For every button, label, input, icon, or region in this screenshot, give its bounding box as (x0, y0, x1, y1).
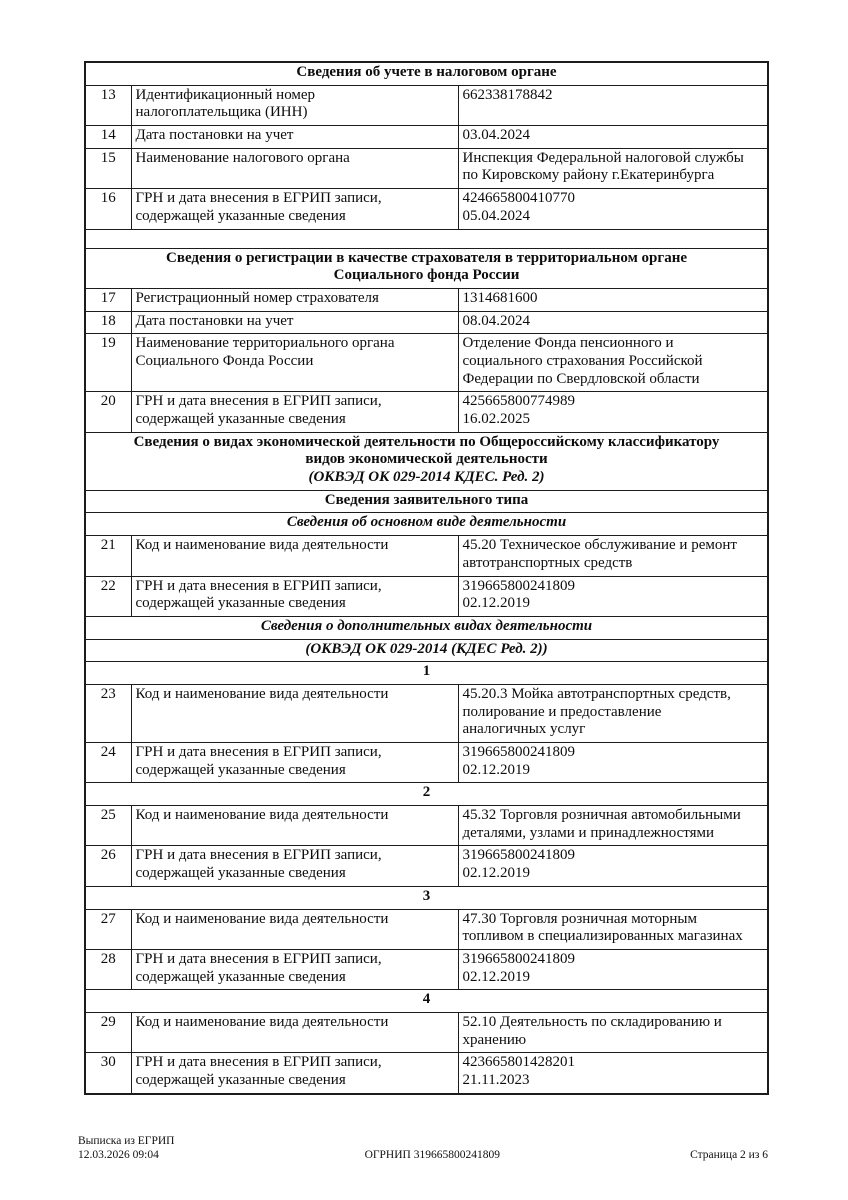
additional-okved-subheader (85, 639, 768, 662)
label-line: содержащей указанные сведения (135, 207, 346, 224)
table-row (85, 536, 768, 576)
value-line: 45.20 Техническое обслуживание и ремонт (462, 537, 737, 554)
row-label-cell (131, 148, 458, 188)
row-number-cell: 22 (85, 576, 131, 616)
value-line: социального страхования Российской (462, 352, 703, 369)
footer-page-number: Страница 2 из 6 (690, 1148, 768, 1161)
row-number-cell: 24 (85, 743, 131, 783)
label-line: содержащей указанные сведения (135, 595, 346, 612)
row-label-cell (131, 1012, 458, 1052)
section-header-row (85, 490, 768, 513)
value-line: 05.04.2024 (462, 207, 530, 224)
row-label-cell (131, 909, 458, 949)
value-line: по Кировскому району г.Екатеринбурга (462, 167, 715, 184)
table-row (85, 311, 768, 334)
section-header-line: (ОКВЭД ОК 029-2014 КДЕС. Ред. 2) (308, 469, 545, 486)
row-number-cell: 30 (85, 1053, 131, 1094)
value-line: Федерации по Свердловской области (462, 370, 700, 387)
label-line: содержащей указанные сведения (135, 761, 346, 778)
row-label-cell (131, 85, 458, 125)
row-number-cell: 26 (85, 846, 131, 886)
row-value-cell (458, 126, 768, 149)
value-line: 319665800241809 (462, 950, 575, 967)
row-value-cell (458, 311, 768, 334)
label-line: ГРН и дата внесения в ЕГРИП записи, (135, 847, 382, 864)
value-line: полирование и предоставление (462, 703, 662, 720)
section-header-row (85, 639, 768, 662)
section-header-row (85, 432, 768, 490)
additional-activities-header (85, 616, 768, 639)
footer-ogrnip: ОГРНИП 319665800241809 (364, 1148, 500, 1161)
social-fund-section-header (85, 248, 768, 288)
row-value-cell (458, 576, 768, 616)
table-row (85, 334, 768, 392)
section-header-line: 3 (422, 887, 431, 904)
table-row (85, 806, 768, 846)
table-row (85, 288, 768, 311)
spacer-row (85, 229, 768, 248)
section-header-line: Социального фонда России (333, 267, 520, 284)
row-value-cell (458, 288, 768, 311)
label-line: Код и наименование вида деятельности (135, 807, 389, 824)
table-row (85, 743, 768, 783)
row-value-cell (458, 1012, 768, 1052)
section-header-row (85, 662, 768, 685)
row-number-cell: 14 (85, 126, 131, 149)
value-line: 16.02.2025 (462, 411, 530, 427)
label-line: Код и наименование вида деятельности (135, 685, 389, 702)
value-line: деталями, узлами и принадлежностями (462, 824, 715, 841)
label-line: налогоплательщика (ИНН) (135, 104, 308, 121)
value-line: 02.12.2019 (462, 595, 530, 612)
spacer-cell (85, 229, 768, 248)
value-line: 425665800774989 (462, 393, 575, 410)
row-value-cell (458, 684, 768, 742)
section-header-line: 4 (422, 991, 431, 1008)
row-label-cell (131, 334, 458, 392)
label-line: Наименование налогового органа (135, 149, 350, 166)
row-number-cell: 18 (85, 311, 131, 334)
value-line: 02.12.2019 (462, 865, 530, 882)
value-line: 45.20.3 Мойка автотранспортных средств, (462, 685, 731, 702)
section-header-line: Сведения о регистрации в качестве страхователя в территориальном органе (166, 249, 687, 266)
section-header-line: 2 (422, 784, 431, 801)
row-label-cell (131, 1053, 458, 1094)
row-label-cell (131, 684, 458, 742)
row-label-cell (131, 846, 458, 886)
label-line: Код и наименование вида деятельности (135, 910, 389, 927)
value-line: Отделение Фонда пенсионного и (462, 335, 674, 352)
value-line: 02.12.2019 (462, 968, 530, 985)
section-header-row (85, 783, 768, 806)
value-line: 08.04.2024 (462, 312, 530, 329)
section-header-line: Сведения об учете в налоговом органе (296, 64, 557, 80)
section-header-line: Сведения заявительного типа (324, 491, 529, 508)
table-row (85, 1053, 768, 1094)
value-line: 424665800410770 (462, 190, 575, 207)
value-line: 1314681600 (462, 289, 538, 306)
value-line: аналогичных услуг (462, 721, 586, 738)
tax-authority-section-header (85, 62, 768, 85)
value-line: 47.30 Торговля розничная моторным (462, 910, 697, 927)
value-line: 319665800241809 (462, 744, 575, 760)
section-header-line: Сведения о видах экономической деятельности по Общероссийскому классификатору (133, 433, 720, 450)
label-line: ГРН и дата внесения в ЕГРИП записи, (135, 1054, 382, 1071)
row-label-cell (131, 536, 458, 576)
okved-section-header (85, 432, 768, 490)
value-line: 02.12.2019 (462, 761, 530, 778)
row-label-cell (131, 392, 458, 432)
row-value-cell (458, 85, 768, 125)
label-line: содержащей указанные сведения (135, 411, 346, 427)
row-number-cell: 15 (85, 148, 131, 188)
value-line: автотранспортных средств (462, 554, 633, 571)
row-number-cell: 25 (85, 806, 131, 846)
value-line: 319665800241809 (462, 577, 575, 594)
row-value-cell (458, 806, 768, 846)
footer-left-block (78, 1135, 174, 1163)
label-line: ГРН и дата внесения в ЕГРИП записи, (135, 744, 382, 760)
value-line: 423665801428201 (462, 1054, 575, 1071)
section-header-row (85, 248, 768, 288)
row-number-cell: 28 (85, 949, 131, 989)
activity-index-2 (85, 783, 768, 806)
row-label-cell (131, 311, 458, 334)
row-value-cell (458, 1053, 768, 1094)
row-value-cell (458, 334, 768, 392)
table-row (85, 576, 768, 616)
row-value-cell (458, 846, 768, 886)
row-value-cell (458, 189, 768, 229)
table-row (85, 189, 768, 229)
value-line: хранению (462, 1031, 527, 1048)
section-header-row (85, 886, 768, 909)
section-header-row (85, 616, 768, 639)
row-value-cell (458, 148, 768, 188)
main-activity-header (85, 513, 768, 536)
row-number-cell: 19 (85, 334, 131, 392)
row-number-cell: 17 (85, 288, 131, 311)
activity-index-3 (85, 886, 768, 909)
value-line: 52.10 Деятельность по складированию и (462, 1013, 722, 1030)
footer-doc-title: Выписка из ЕГРИП (78, 1135, 175, 1147)
section-header-row (85, 513, 768, 536)
table-row (85, 909, 768, 949)
table-row (85, 684, 768, 742)
activity-index-4 (85, 990, 768, 1013)
activity-index-1 (85, 662, 768, 685)
row-label-cell (131, 743, 458, 783)
page-footer (78, 1135, 768, 1163)
value-line: 21.11.2023 (462, 1072, 530, 1088)
label-line: ГРН и дата внесения в ЕГРИП записи, (135, 393, 382, 410)
value-line: топливом в специализированных магазинах (462, 928, 743, 945)
label-line: Наименование территориального органа (135, 335, 395, 352)
row-value-cell (458, 392, 768, 432)
row-value-cell (458, 536, 768, 576)
table-row (85, 1012, 768, 1052)
declarative-type-header (85, 490, 768, 513)
label-line: содержащей указанные сведения (135, 1072, 346, 1088)
row-label-cell (131, 126, 458, 149)
table-row (85, 85, 768, 125)
value-line: Инспекция Федеральной налоговой службы (462, 149, 744, 166)
label-line: ГРН и дата внесения в ЕГРИП записи, (135, 577, 382, 594)
label-line: Дата постановки на учет (135, 312, 294, 329)
egrip-table-body (85, 62, 768, 1094)
section-header-row (85, 990, 768, 1013)
label-line: ГРН и дата внесения в ЕГРИП записи, (135, 190, 382, 207)
row-number-cell: 27 (85, 909, 131, 949)
row-number-cell: 23 (85, 684, 131, 742)
section-header-line: 1 (422, 663, 431, 680)
table-row (85, 126, 768, 149)
label-line: содержащей указанные сведения (135, 968, 346, 985)
row-label-cell (131, 288, 458, 311)
row-number-cell: 20 (85, 392, 131, 432)
section-header-line: Сведения о дополнительных видах деятельности (260, 617, 593, 634)
label-line: содержащей указанные сведения (135, 865, 346, 882)
egrip-details-table (84, 61, 769, 1095)
table-row (85, 148, 768, 188)
table-row (85, 846, 768, 886)
value-line: 03.04.2024 (462, 127, 530, 144)
row-number-cell: 13 (85, 85, 131, 125)
label-line: Идентификационный номер (135, 86, 316, 103)
row-number-cell: 21 (85, 536, 131, 576)
section-header-line: (ОКВЭД ОК 029-2014 (КДЕС Ред. 2)) (305, 640, 548, 657)
row-number-cell: 29 (85, 1012, 131, 1052)
table-row (85, 949, 768, 989)
label-line: ГРН и дата внесения в ЕГРИП записи, (135, 950, 382, 967)
label-line: Социального Фонда России (135, 352, 314, 369)
table-row (85, 392, 768, 432)
value-line: 662338178842 (462, 86, 553, 103)
label-line: Код и наименование вида деятельности (135, 1013, 389, 1030)
value-line: 319665800241809 (462, 847, 575, 864)
footer-datetime: 12.03.2026 09:04 (78, 1148, 159, 1161)
row-label-cell (131, 806, 458, 846)
section-header-line: видов экономической деятельности (305, 451, 548, 468)
row-value-cell (458, 743, 768, 783)
row-label-cell (131, 189, 458, 229)
section-header-row (85, 62, 768, 85)
label-line: Регистрационный номер страхователя (135, 289, 379, 306)
row-label-cell (131, 576, 458, 616)
value-line: 45.32 Торговля розничная автомобильными (462, 807, 741, 824)
row-number-cell: 16 (85, 189, 131, 229)
section-header-line: Сведения об основном виде деятельности (286, 514, 567, 531)
row-label-cell (131, 949, 458, 989)
row-value-cell (458, 909, 768, 949)
label-line: Код и наименование вида деятельности (135, 537, 389, 554)
label-line: Дата постановки на учет (135, 127, 294, 144)
row-value-cell (458, 949, 768, 989)
